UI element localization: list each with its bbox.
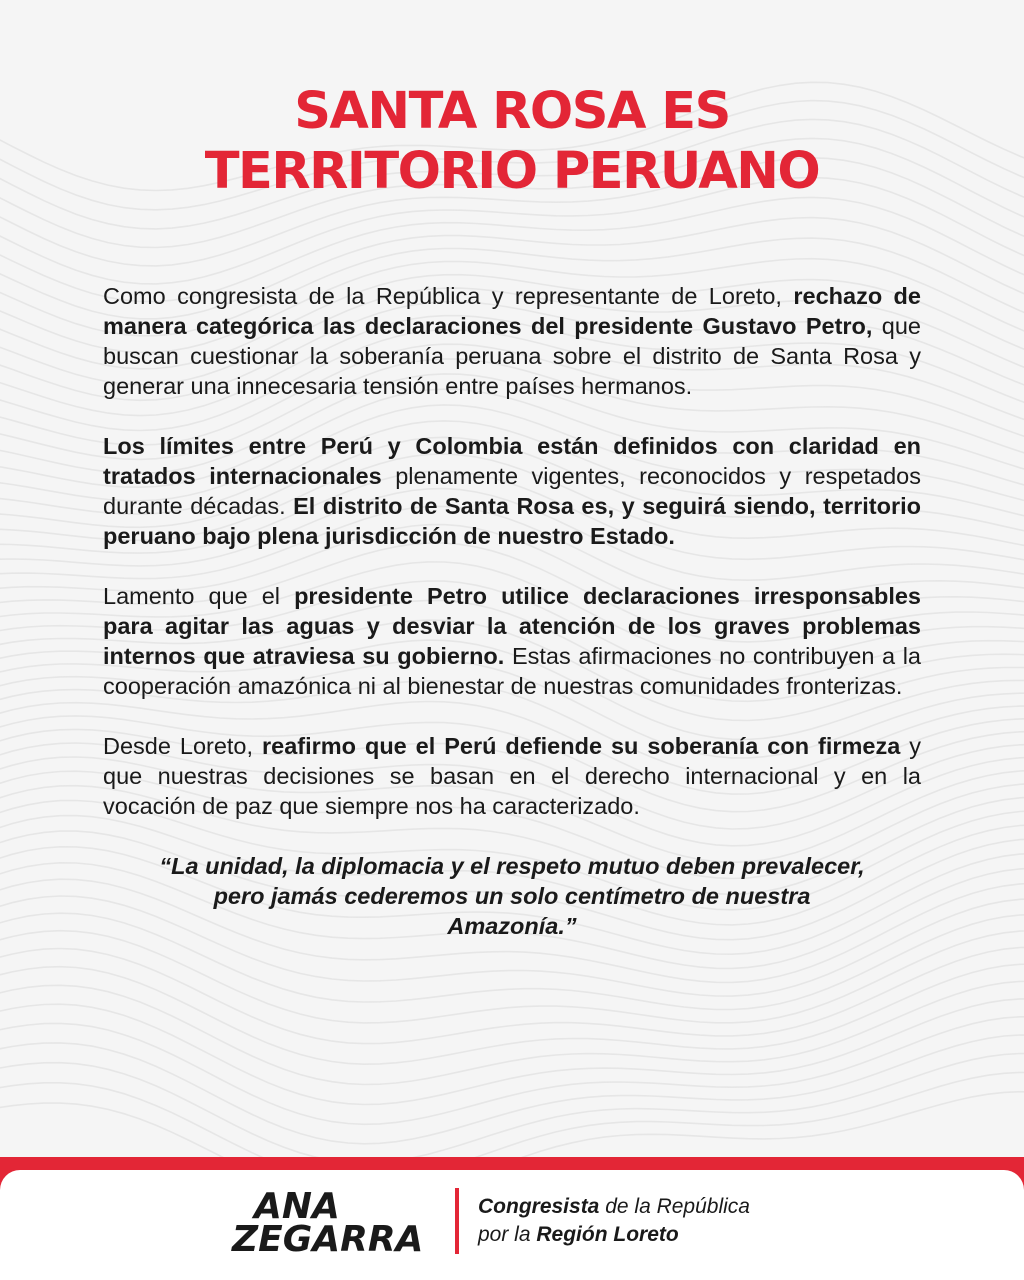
paragraph-1-text-end: que buscan cuestionar la soberanía peruana sobre el distrito de Santa Rosa y generar una innecesaria tensión entre países hermanos. [103,313,921,399]
background-wave-line [0,1035,1024,1144]
headline-line-1: SANTA ROSA ES [294,82,730,141]
headline-line-2: TERRITORIO PERUANO [204,142,820,201]
role-region: Región Loreto [536,1223,679,1246]
paragraph-3-text-end: Estas afirmaciones no contribuyen a la cooperación amazónica ni al bienestar de nuestras comunidades fronterizas. [103,643,921,699]
headline [0,82,1024,202]
background-wave-line [0,1092,1024,1160]
quote-line-1: “La unidad, la diplomacia y el respeto mutuo deben prevalecer, [159,853,865,879]
paragraph-3-text: Lamento que el [103,583,295,609]
role-line-2 [478,1221,750,1249]
paragraph-4-emphasis: reafirmo que el Perú defiende su soberanía con firmeza [261,733,901,759]
paragraph-1 [103,281,921,401]
paragraph-2-text: plenamente vigentes, reconocidos y respetados durante décadas. [103,463,921,519]
paragraph-4-text: Desde Loreto, [103,733,262,759]
paragraph-2-emphasis-end: El distrito de Santa Rosa es, y seguirá siendo, territorio peruano bajo plena jurisdicción de nuestro Estado. [103,493,922,549]
role-line-1 [478,1193,750,1221]
background-wave-line [0,981,1024,1084]
paragraph-3 [103,581,921,701]
paragraph-4 [103,731,921,821]
closing-quote [103,851,921,941]
name-first: ANA [254,1186,340,1227]
background-wave-line [0,1054,1024,1161]
signature-name [232,1186,442,1260]
role-title: Congresista [478,1195,600,1218]
paragraph-2 [103,431,921,551]
quote-line-2: pero jamás cederemos un solo centímetro de nuestra [213,883,811,909]
paragraph-1-text: Como congresista de la República y representante de Loreto, [103,283,794,309]
statement-body [103,281,921,941]
paragraph-4-text-end: y que nuestras decisiones se basan en el derecho internacional y en la vocación de paz que siempre nos ha caracterizado. [103,733,922,819]
signature-role [478,1193,750,1249]
footer-divider [455,1188,459,1254]
background-wave-line [0,964,1024,1064]
paragraph-1-emphasis: rechazo de manera categórica las declaraciones del presidente Gustavo Petro, [103,283,921,339]
role-line-1-rest: de la República [599,1195,750,1218]
background-wave-line [0,931,1024,1023]
quote-line-3: Amazonía.” [447,913,577,939]
paragraph-2-emphasis: Los límites entre Perú y Colombia están definidos con claridad en tratados internacionales [103,433,921,489]
paragraph-3-emphasis: presidente Petro utilice declaraciones irresponsables para agitar las aguas y desviar la atención de los graves problemas internos que atraviesa su gobierno. [103,583,921,669]
name-last: ZEGARRA [232,1219,424,1260]
role-line-2-prefix: por la [478,1223,537,1246]
